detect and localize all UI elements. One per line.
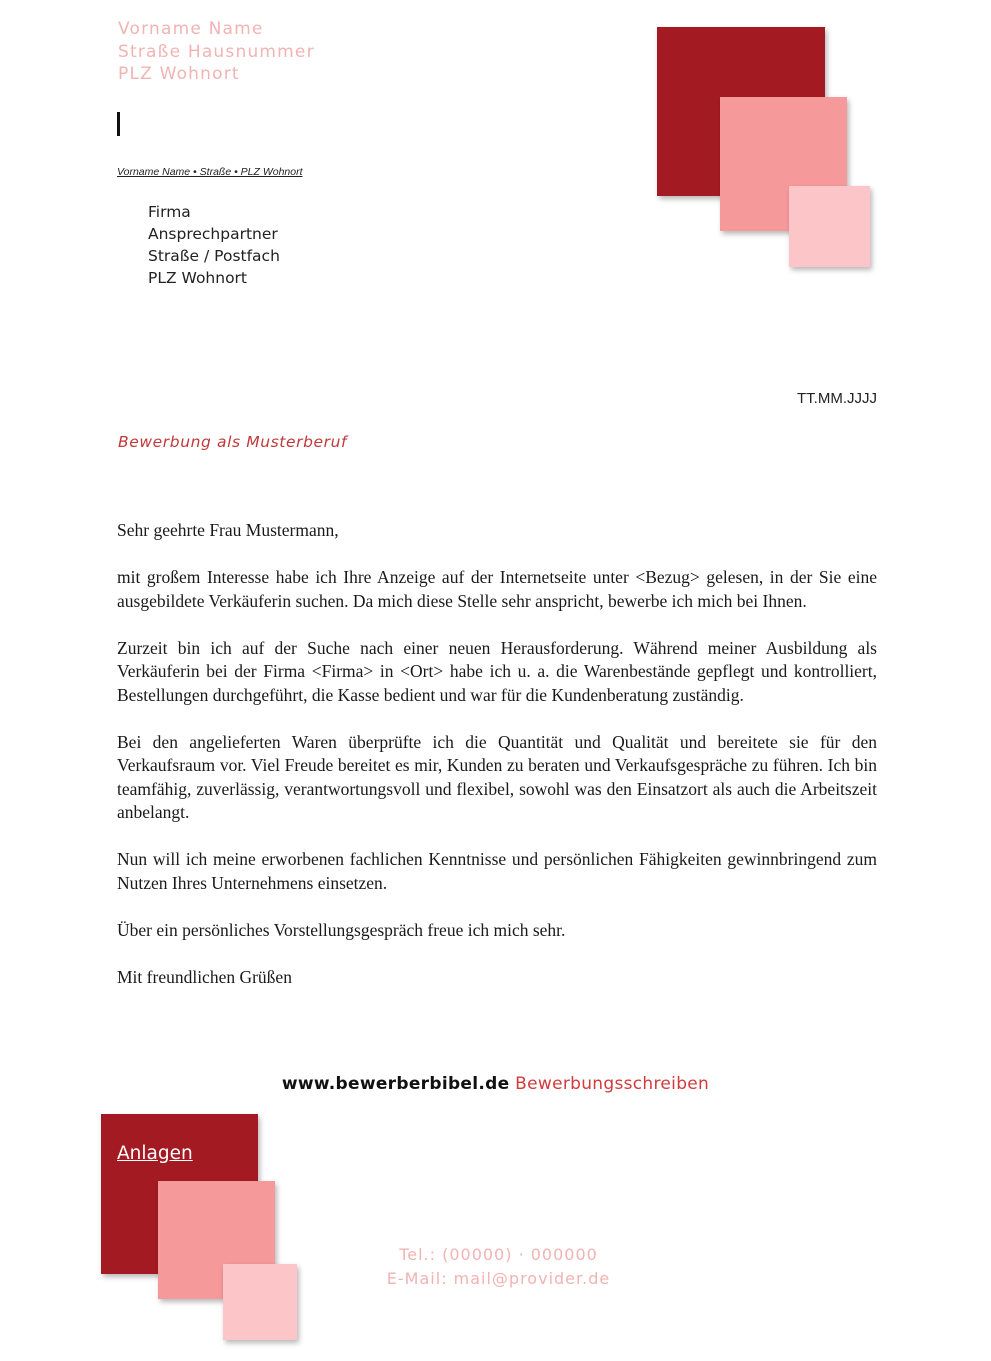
decor-square-light-top [789,186,870,267]
body-paragraph: Nun will ich meine erworbenen fachlichen Kenntnisse und persönlichen Fähigkeiten gewinnbringend zum Nutzen Ihres Unternehmens einsetzen. [117,849,877,893]
body-paragraph: Zurzeit bin ich auf der Suche nach einer neuen Herausforderung. Während meiner Ausbildung als Verkäuferin bei der Firma <Firma> in <Ort> habe ich u. a. die Warenbestände gepflegt und kontrolliert, Bestellungen durchgeführt, die Kasse bedient und war für die Kundenberatung zuständig. [117,637,877,705]
attachments-link[interactable]: Anlagen [117,1143,193,1164]
sender-name: Vorname Name [118,19,264,39]
salutation: Sehr geehrte Frau Mustermann, [117,520,339,540]
contact-info [0,1243,991,1291]
footer-site-link[interactable]: www.bewerberbibel.de [281,1074,510,1094]
body-paragraph: mit großem Interesse habe ich Ihre Anzeige auf der Internetseite unter <Bezug> gelesen, in der Sie eine ausgebildete Verkäuferin suchen. Da mich diese Stelle sehr anspricht, bewerbe ich mich bei Ihnen. [117,567,877,611]
sender-street: Straße Hausnummer [118,41,315,62]
letter-subject: Bewerbung als Musterberuf [118,433,348,451]
body-paragraph: Bei den angelieferten Waren überprüfte ich die Quantität und Qualität und bereitete sie für den Verkaufsraum vor. Viel Freude bereitet es mir, Kunden zu beraten und Verkaufsgespräche zu führen. Ich bin teamfähig, zuverlässig, verantwortungsvoll und flexibel, sowohl was den Einsatzort als auch die Arbeitszeit anbelangt. [117,731,877,822]
contact-phone: Tel.: (00000) · 000000 [399,1245,598,1264]
closing: Mit freundlichen Grüßen [117,966,292,987]
recipient-street: Straße / Postfach [148,247,280,265]
letter-body [117,519,877,1013]
recipient-address [148,201,280,289]
contact-email: E-Mail: mail@provider.de [386,1269,611,1288]
sender-address [118,18,315,86]
recipient-city: PLZ Wohnort [148,269,248,287]
body-paragraph: Über ein persönliches Vorstellungsgespräch freue ich mich sehr. [117,919,566,940]
letter-date: TT.MM.JJJJ [797,390,877,407]
footer-watermark [0,1074,991,1094]
sender-city: PLZ Wohnort [118,64,240,84]
text-cursor [117,112,120,136]
footer-tag: Bewerbungsschreiben [515,1074,710,1094]
recipient-contact: Ansprechpartner [148,225,278,243]
return-address-line: Vorname Name • Straße • PLZ Wohnort [117,166,303,178]
recipient-company: Firma [148,203,191,221]
